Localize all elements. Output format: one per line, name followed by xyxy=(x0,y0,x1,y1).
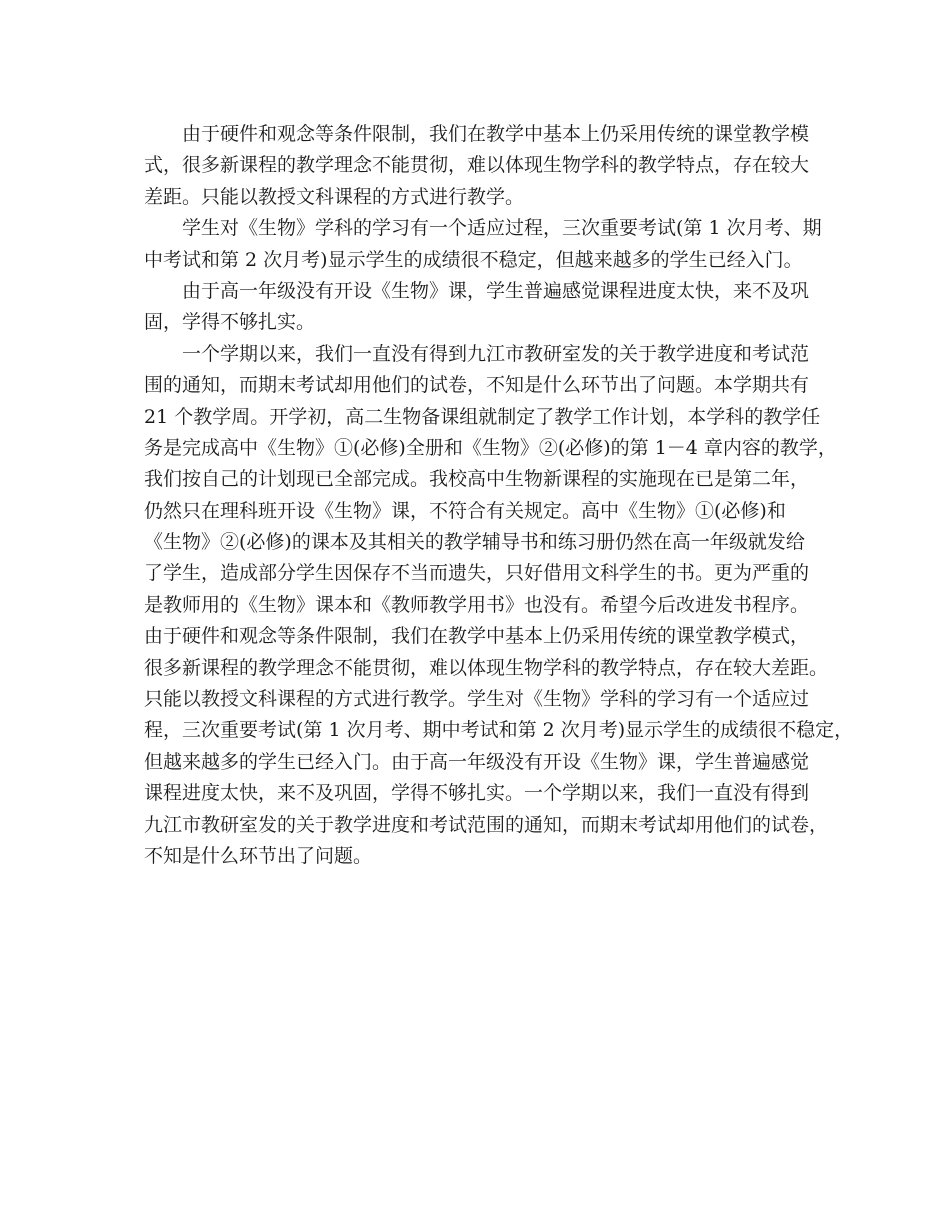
text-line: 是教师用的《生物》课本和《教师教学用书》也没有。希望今后改进发书程序。 xyxy=(144,593,810,616)
text-line: 由于高一年级没有开设《生物》课，学生普遍感觉课程进度太快，来不及巩 xyxy=(182,279,810,302)
text-line: 学生对《生物》学科的学习有一个适应过程，三次重要考试(第 1 次月考、期 xyxy=(182,217,822,240)
text-line: 了学生，造成部分学生因保存不当而遗失，只好借用文科学生的书。更为严重的 xyxy=(144,562,810,585)
text-line: 九江市教研室发的关于教学进度和考试范围的通知，而期末考试却用他们的试卷， xyxy=(144,813,829,836)
text-line: 中考试和第 2 次月考)显示学生的成绩很不稳定，但越来越多的学生已经入门。 xyxy=(144,248,803,271)
text-line: 但越来越多的学生已经入门。由于高一年级没有开设《生物》课，学生普遍感觉 xyxy=(144,750,810,773)
text-line: 课程进度太快，来不及巩固，学得不够扎实。一个学期以来，我们一直没有得到 xyxy=(144,782,810,805)
text-line: 我们按自己的计划现已全部完成。我校高中生物新课程的实施现在已是第二年， xyxy=(144,468,810,491)
text-line: 围的通知，而期末考试却用他们的试卷，不知是什么环节出了问题。本学期共有 xyxy=(144,374,810,397)
text-line: 很多新课程的教学理念不能贯彻，难以体现生物学科的教学特点，存在较大差距。 xyxy=(144,656,829,679)
text-line: 差距。只能以教授文科课程的方式进行教学。 xyxy=(144,185,525,208)
text-line: 式，很多新课程的教学理念不能贯彻，难以体现生物学科的教学特点，存在较大 xyxy=(144,154,810,177)
text-line: 《生物》②(必修)的课本及其相关的教学辅导书和练习册仍然在高一年级就发给 xyxy=(144,531,805,554)
text-line: 由于硬件和观念等条件限制，我们在教学中基本上仍采用传统的课堂教学模 xyxy=(182,123,810,145)
text-line: 由于硬件和观念等条件限制，我们在教学中基本上仍采用传统的课堂教学模式， xyxy=(144,625,810,648)
text-line: 固，学得不够扎实。 xyxy=(144,311,316,334)
text-line: 仍然只在理科班开设《生物》课，不符合有关规定。高中《生物》①(必修)和 xyxy=(144,499,786,522)
text-line: 只能以教授文科课程的方式进行教学。学生对《生物》学科的学习有一个适应过 xyxy=(144,688,810,711)
text-line: 务是完成高中《生物》①(必修)全册和《生物》②(必修)的第 1－4 章内容的教学， xyxy=(144,436,837,459)
body-text xyxy=(144,119,854,872)
text-line: 程，三次重要考试(第 1 次月考、期中考试和第 2 次月考)显示学生的成绩很不稳定， xyxy=(144,719,854,742)
text-line: 21 个教学周。开学初，高二生物备课组就制定了教学工作计划，本学科的教学任 xyxy=(144,405,821,428)
text-line: 不知是什么环节出了问题。 xyxy=(144,844,373,867)
text-line: 一个学期以来，我们一直没有得到九江市教研室发的关于教学进度和考试范 xyxy=(182,342,810,365)
